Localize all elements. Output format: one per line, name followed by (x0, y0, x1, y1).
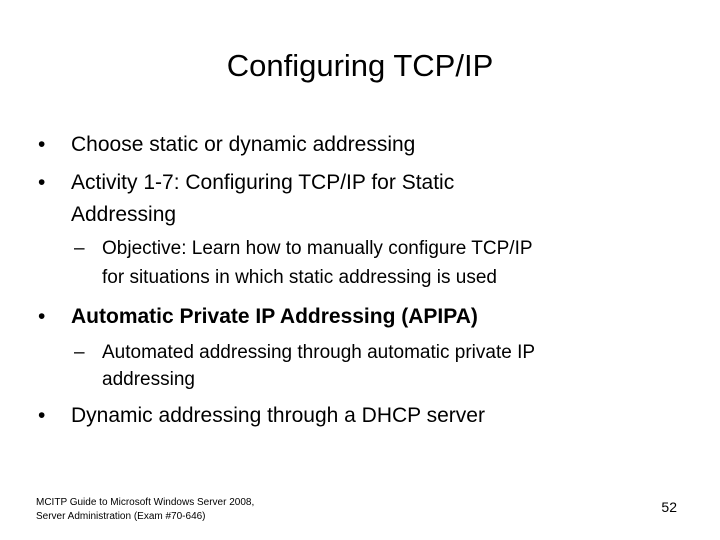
sub-bullet-text: addressing (102, 369, 195, 390)
sub-bullet-text: for situations in which static addressing is used (102, 267, 497, 288)
sub-bullet-text: Objective: Learn how to manually configure TCP/IP (102, 238, 533, 259)
slide-title: Configuring TCP/IP (226, 48, 494, 83)
footer-citation (36, 496, 254, 524)
bullet-text: Addressing (71, 203, 177, 226)
bullet-marker: • (38, 404, 46, 427)
bullet-marker: • (38, 133, 46, 156)
sub-bullet-text: Automated addressing through automatic private IP (102, 342, 536, 363)
footer-line: Server Administration (Exam #70-646) (36, 511, 206, 522)
bullet-text: Activity 1-7: Configuring TCP/IP for Static (71, 171, 455, 194)
sub-bullet-marker: – (74, 342, 85, 363)
sub-bullet-marker: – (74, 238, 85, 259)
bullet-marker: • (38, 305, 46, 328)
bullet-text: Dynamic addressing through a DHCP server (71, 404, 485, 427)
bullet-text: Automatic Private IP Addressing (APIPA) (71, 305, 478, 328)
page-number: 52 (661, 499, 677, 515)
bullet-text: Choose static or dynamic addressing (71, 133, 416, 156)
footer-line: MCITP Guide to Microsoft Windows Server 2008, (36, 497, 255, 508)
bullet-marker: • (38, 171, 46, 194)
